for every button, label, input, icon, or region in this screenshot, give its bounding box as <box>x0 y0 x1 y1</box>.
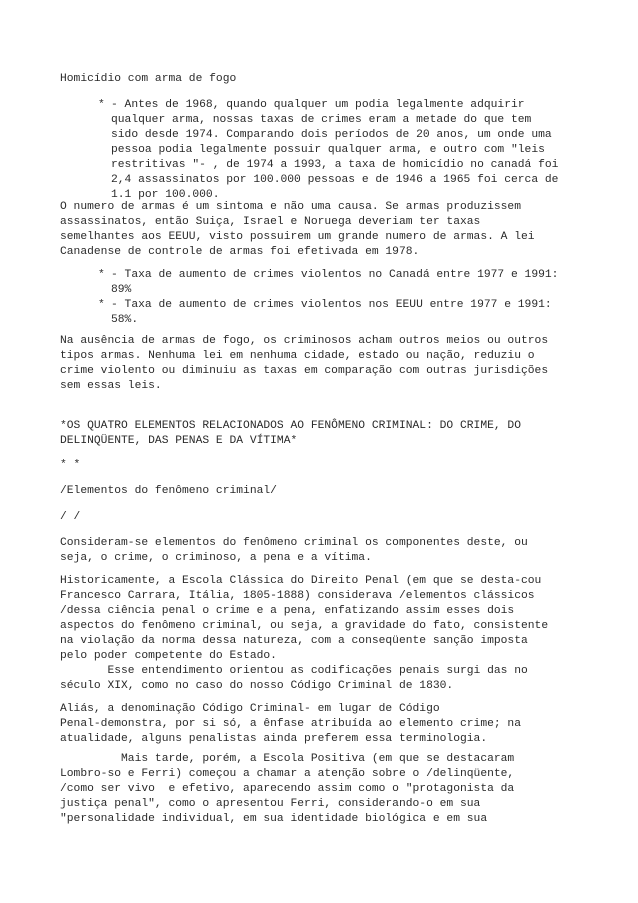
text-line: DELINQÜENTE, DAS PENAS E DA VÍTIMA* <box>60 435 298 447</box>
text-line: "personalidade individual, em sua identidade biológica e em sua <box>60 813 488 825</box>
text-line: na violação da norma dessa natureza, com a conseqüente sanção imposta <box>60 635 528 647</box>
text-line: século XIX, como no caso do nosso Código Criminal de 1830. <box>60 680 454 692</box>
bullet-item <box>98 98 578 203</box>
text-line: /Elementos do fenômeno criminal/ <box>60 485 277 497</box>
text-line: Francesco Carrara, Itália, 1805-1888) considerava /elementos clássicos <box>60 590 535 602</box>
paragraph <box>60 72 578 87</box>
text-line: seja, o crime, o criminoso, a pena e a vítima. <box>60 552 372 564</box>
text-line: crime violento ou diminuiu as taxas em comparação com outras jurisdições <box>60 365 549 377</box>
text-line: Mais tarde, porém, a Escola Positiva (em que se destacaram <box>60 753 515 765</box>
text-line: Consideram-se elementos do fenômeno criminal os componentes deste, ou <box>60 537 528 549</box>
text-line: / / <box>60 511 81 523</box>
text-line: - Antes de 1968, quando qualquer um podia legalmente adquirir <box>111 99 525 111</box>
paragraph <box>60 510 578 525</box>
paragraph <box>60 536 578 566</box>
text-line: Na ausência de armas de fogo, os criminosos acham outros meios ou outros <box>60 335 549 347</box>
paragraph <box>60 458 578 473</box>
text-line: 2,4 assassinatos por 100.000 pessoas e de 1946 a 1965 foi cerca de <box>111 174 559 186</box>
text-line: aspectos do fenômeno criminal, ou seja, a gravidade do fato, consistente <box>60 620 549 632</box>
paragraph <box>60 484 578 499</box>
text-line: atualidade, alguns penalistas ainda preferem essa terminologia. <box>60 733 488 745</box>
text-line: Homicídio com arma de fogo <box>60 73 237 85</box>
text-line: justiça penal", como o apresentou Ferri, considerando-o em sua <box>60 798 481 810</box>
paragraph <box>60 702 578 747</box>
text-line: 58%. <box>111 314 139 326</box>
text-line: semelhantes aos EEUU, visto possuirem um grande numero de armas. A lei <box>60 231 535 243</box>
bullet-item <box>98 268 578 298</box>
text-line: O numero de armas é um sintoma e não uma causa. Se armas produzissem <box>60 201 521 213</box>
text-line: qualquer arma, nossas taxas de crimes eram a metade do que tem <box>111 114 532 126</box>
text-line: *OS QUATRO ELEMENTOS RELACIONADOS AO FENÔMENO CRIMINAL: DO CRIME, DO <box>60 420 521 432</box>
text-line: /como ser vivo e efetivo, aparecendo assim como o "protagonista da <box>60 783 515 795</box>
paragraph <box>60 334 578 394</box>
paragraph <box>60 752 578 827</box>
paragraph <box>60 664 578 694</box>
text-line: Esse entendimento orientou as codificações penais surgi das no <box>60 665 528 677</box>
text-line: Penal-demonstra, por si só, a ênfase atribuída ao elemento crime; na <box>60 718 521 730</box>
text-line: assassinatos, então Suiça, Israel e Noruega deveriam ter taxas <box>60 216 481 228</box>
text-line: 89% <box>111 284 132 296</box>
text-line: tipos armas. Nenhuma lei em nenhuma cidade, estado ou nação, reduziu o <box>60 350 535 362</box>
text-line: Canadense de controle de armas foi efetivada em 1978. <box>60 246 420 258</box>
text-line: restritivas "- , de 1974 a 1993, a taxa de homicídio no canadá foi <box>111 159 559 171</box>
paragraph <box>60 574 578 664</box>
text-line: /dessa ciência penal o crime e a pena, enfatizando assim esses dois <box>60 605 515 617</box>
text-line: Aliás, a denominação Código Criminal- em lugar de Código <box>60 703 440 715</box>
text-line: 1.1 por 100.000. <box>111 189 220 201</box>
text-line: pessoa podia legalmente possuir qualquer arma, e outro com "leis <box>111 144 545 156</box>
bullet-item <box>98 298 578 328</box>
text-line: sido desde 1974. Comparando dois períodos de 20 anos, um onde uma <box>111 129 552 141</box>
text-line: Historicamente, a Escola Clássica do Direito Penal (em que se desta-cou <box>60 575 542 587</box>
text-line: Lombro-so e Ferri) começou a chamar a atenção sobre o /delinqüente, <box>60 768 515 780</box>
paragraph <box>60 419 578 449</box>
paragraph <box>60 200 578 260</box>
text-line: - Taxa de aumento de crimes violentos nos EEUU entre 1977 e 1991: <box>111 299 552 311</box>
text-line: * * <box>60 459 81 471</box>
bullet-marker: * <box>98 99 105 111</box>
text-line: sem essas leis. <box>60 380 162 392</box>
text-line: pelo poder competente do Estado. <box>60 650 277 662</box>
text-line: - Taxa de aumento de crimes violentos no Canadá entre 1977 e 1991: <box>111 269 559 281</box>
bullet-marker: * <box>98 299 105 311</box>
bullet-marker: * <box>98 269 105 281</box>
